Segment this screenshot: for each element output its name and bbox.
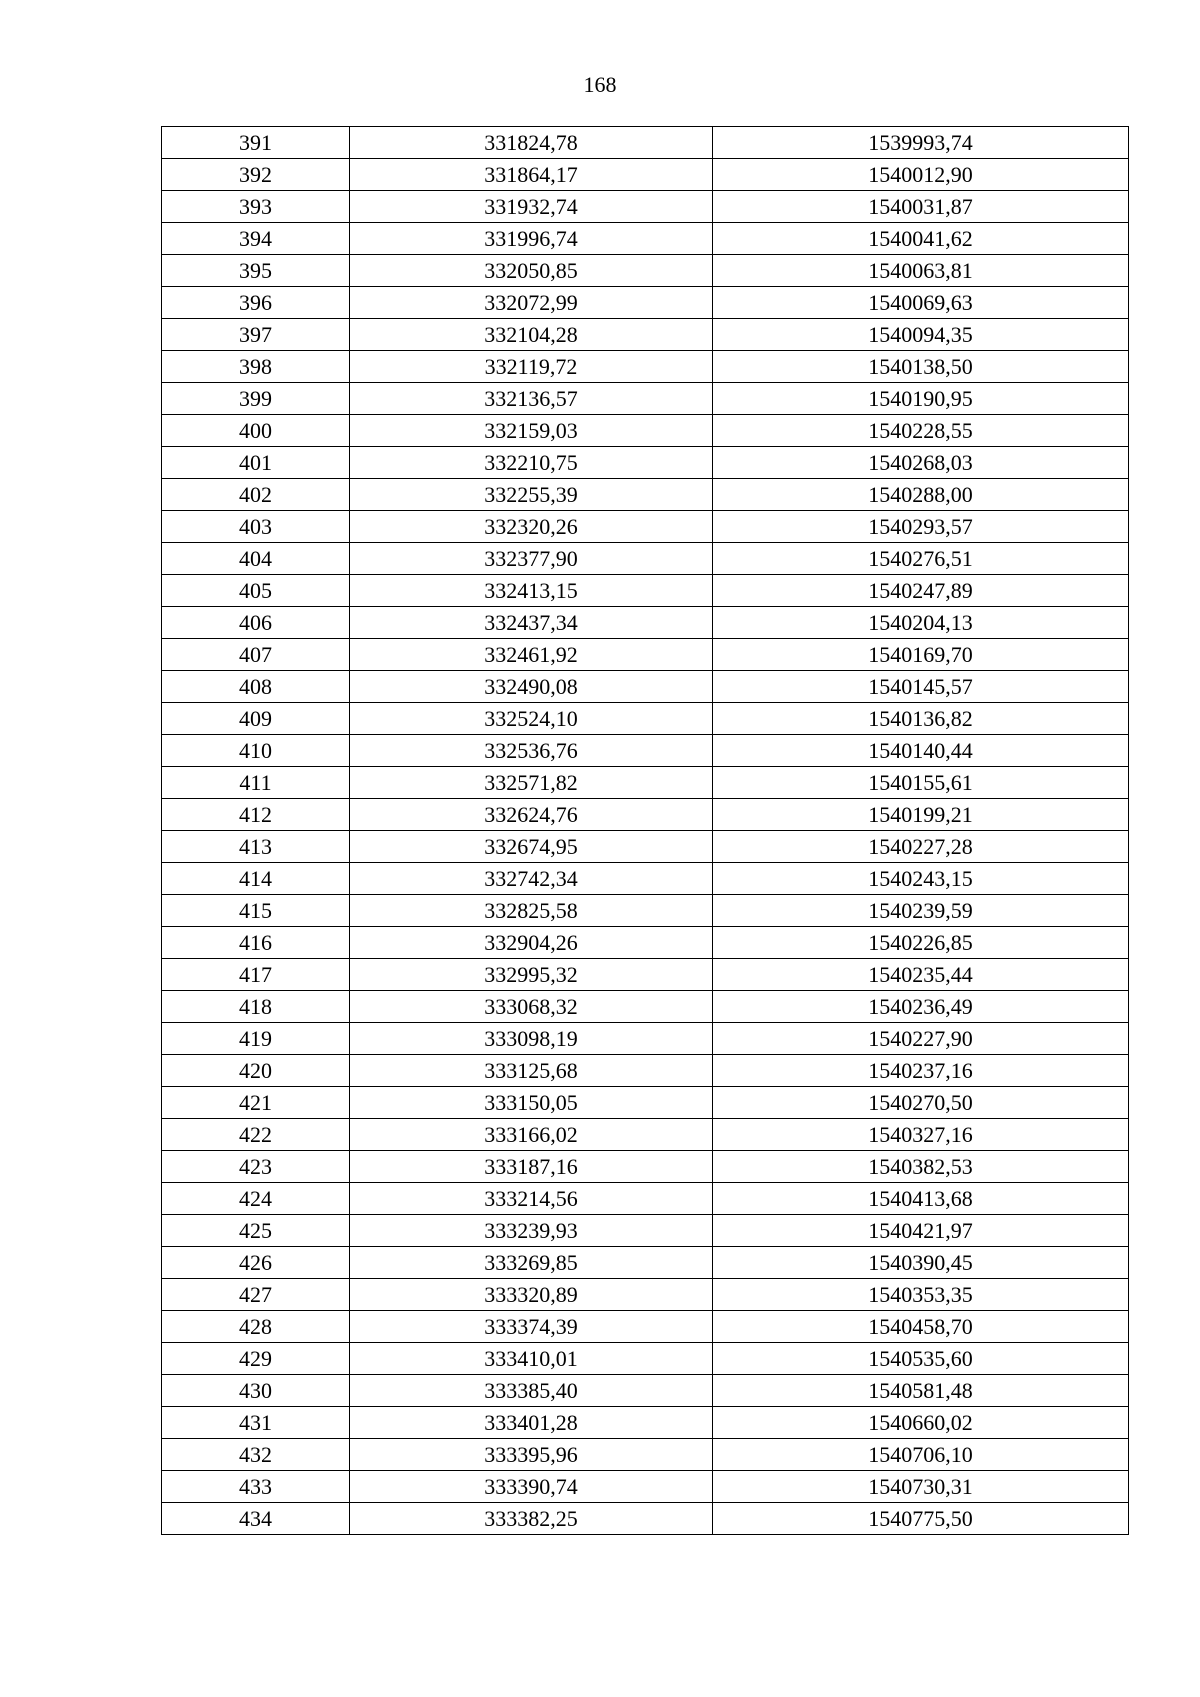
x-coordinate-cell: 333187,16 [350, 1151, 713, 1183]
y-coordinate-cell: 1540012,90 [713, 159, 1129, 191]
table-row [162, 959, 1129, 991]
y-coordinate-cell: 1540069,63 [713, 287, 1129, 319]
table-row [162, 1343, 1129, 1375]
point-number-cell: 399 [162, 383, 350, 415]
y-coordinate-cell: 1540094,35 [713, 319, 1129, 351]
table-row [162, 575, 1129, 607]
table-row [162, 831, 1129, 863]
table-row [162, 447, 1129, 479]
table-row [162, 1055, 1129, 1087]
x-coordinate-cell: 332490,08 [350, 671, 713, 703]
y-coordinate-cell: 1540199,21 [713, 799, 1129, 831]
x-coordinate-cell: 332437,34 [350, 607, 713, 639]
y-coordinate-cell: 1540235,44 [713, 959, 1129, 991]
point-number-cell: 408 [162, 671, 350, 703]
y-coordinate-cell: 1540581,48 [713, 1375, 1129, 1407]
table-row [162, 383, 1129, 415]
x-coordinate-cell: 332624,76 [350, 799, 713, 831]
y-coordinate-cell: 1540155,61 [713, 767, 1129, 799]
table-row [162, 895, 1129, 927]
point-number-cell: 392 [162, 159, 350, 191]
point-number-cell: 421 [162, 1087, 350, 1119]
x-coordinate-cell: 332136,57 [350, 383, 713, 415]
table-row [162, 1279, 1129, 1311]
table-row [162, 767, 1129, 799]
point-number-cell: 393 [162, 191, 350, 223]
point-number-cell: 391 [162, 127, 350, 159]
x-coordinate-cell: 332104,28 [350, 319, 713, 351]
point-number-cell: 394 [162, 223, 350, 255]
x-coordinate-cell: 332072,99 [350, 287, 713, 319]
point-number-cell: 417 [162, 959, 350, 991]
y-coordinate-cell: 1540458,70 [713, 1311, 1129, 1343]
point-number-cell: 411 [162, 767, 350, 799]
table-row [162, 351, 1129, 383]
table-row [162, 1503, 1129, 1535]
x-coordinate-cell: 332571,82 [350, 767, 713, 799]
table-row [162, 223, 1129, 255]
point-number-cell: 410 [162, 735, 350, 767]
y-coordinate-cell: 1540140,44 [713, 735, 1129, 767]
table-row [162, 607, 1129, 639]
point-number-cell: 433 [162, 1471, 350, 1503]
table-row [162, 287, 1129, 319]
table-row [162, 927, 1129, 959]
point-number-cell: 397 [162, 319, 350, 351]
y-coordinate-cell: 1540288,00 [713, 479, 1129, 511]
y-coordinate-cell: 1540138,50 [713, 351, 1129, 383]
x-coordinate-cell: 332461,92 [350, 639, 713, 671]
y-coordinate-cell: 1540390,45 [713, 1247, 1129, 1279]
table-row [162, 1247, 1129, 1279]
x-coordinate-cell: 333150,05 [350, 1087, 713, 1119]
y-coordinate-cell: 1540041,62 [713, 223, 1129, 255]
x-coordinate-cell: 333320,89 [350, 1279, 713, 1311]
x-coordinate-cell: 333068,32 [350, 991, 713, 1023]
y-coordinate-cell: 1540190,95 [713, 383, 1129, 415]
y-coordinate-cell: 1540227,90 [713, 1023, 1129, 1055]
table-row [162, 511, 1129, 543]
table-row [162, 255, 1129, 287]
point-number-cell: 412 [162, 799, 350, 831]
point-number-cell: 396 [162, 287, 350, 319]
table-row [162, 703, 1129, 735]
table-row [162, 1151, 1129, 1183]
x-coordinate-cell: 333166,02 [350, 1119, 713, 1151]
table-row [162, 863, 1129, 895]
y-coordinate-cell: 1540327,16 [713, 1119, 1129, 1151]
x-coordinate-cell: 332536,76 [350, 735, 713, 767]
point-number-cell: 400 [162, 415, 350, 447]
table-row [162, 991, 1129, 1023]
point-number-cell: 432 [162, 1439, 350, 1471]
table-row [162, 1439, 1129, 1471]
point-number-cell: 418 [162, 991, 350, 1023]
y-coordinate-cell: 1540247,89 [713, 575, 1129, 607]
x-coordinate-cell: 333125,68 [350, 1055, 713, 1087]
y-coordinate-cell: 1540243,15 [713, 863, 1129, 895]
table-row [162, 1023, 1129, 1055]
y-coordinate-cell: 1540353,35 [713, 1279, 1129, 1311]
table-row [162, 735, 1129, 767]
y-coordinate-cell: 1540730,31 [713, 1471, 1129, 1503]
point-number-cell: 426 [162, 1247, 350, 1279]
coordinates-table-body [162, 127, 1129, 1535]
point-number-cell: 422 [162, 1119, 350, 1151]
x-coordinate-cell: 332255,39 [350, 479, 713, 511]
x-coordinate-cell: 332320,26 [350, 511, 713, 543]
point-number-cell: 423 [162, 1151, 350, 1183]
table-row [162, 1183, 1129, 1215]
x-coordinate-cell: 333390,74 [350, 1471, 713, 1503]
table-row [162, 191, 1129, 223]
x-coordinate-cell: 332674,95 [350, 831, 713, 863]
x-coordinate-cell: 332377,90 [350, 543, 713, 575]
point-number-cell: 420 [162, 1055, 350, 1087]
y-coordinate-cell: 1540293,57 [713, 511, 1129, 543]
table-row [162, 799, 1129, 831]
x-coordinate-cell: 333214,56 [350, 1183, 713, 1215]
point-number-cell: 416 [162, 927, 350, 959]
y-coordinate-cell: 1540270,50 [713, 1087, 1129, 1119]
table-row [162, 479, 1129, 511]
table-row [162, 319, 1129, 351]
point-number-cell: 424 [162, 1183, 350, 1215]
x-coordinate-cell: 331824,78 [350, 127, 713, 159]
y-coordinate-cell: 1540706,10 [713, 1439, 1129, 1471]
point-number-cell: 398 [162, 351, 350, 383]
table-row [162, 1471, 1129, 1503]
x-coordinate-cell: 332050,85 [350, 255, 713, 287]
y-coordinate-cell: 1540237,16 [713, 1055, 1129, 1087]
table-row [162, 415, 1129, 447]
x-coordinate-cell: 331996,74 [350, 223, 713, 255]
y-coordinate-cell: 1540227,28 [713, 831, 1129, 863]
point-number-cell: 425 [162, 1215, 350, 1247]
x-coordinate-cell: 331864,17 [350, 159, 713, 191]
x-coordinate-cell: 333401,28 [350, 1407, 713, 1439]
y-coordinate-cell: 1540239,59 [713, 895, 1129, 927]
point-number-cell: 431 [162, 1407, 350, 1439]
point-number-cell: 413 [162, 831, 350, 863]
point-number-cell: 430 [162, 1375, 350, 1407]
y-coordinate-cell: 1540063,81 [713, 255, 1129, 287]
point-number-cell: 402 [162, 479, 350, 511]
point-number-cell: 404 [162, 543, 350, 575]
x-coordinate-cell: 333382,25 [350, 1503, 713, 1535]
point-number-cell: 414 [162, 863, 350, 895]
point-number-cell: 405 [162, 575, 350, 607]
point-number-cell: 427 [162, 1279, 350, 1311]
y-coordinate-cell: 1540169,70 [713, 639, 1129, 671]
y-coordinate-cell: 1540204,13 [713, 607, 1129, 639]
point-number-cell: 415 [162, 895, 350, 927]
x-coordinate-cell: 333374,39 [350, 1311, 713, 1343]
table-row [162, 1119, 1129, 1151]
x-coordinate-cell: 332825,58 [350, 895, 713, 927]
point-number-cell: 434 [162, 1503, 350, 1535]
y-coordinate-cell: 1540031,87 [713, 191, 1129, 223]
x-coordinate-cell: 332524,10 [350, 703, 713, 735]
x-coordinate-cell: 332413,15 [350, 575, 713, 607]
y-coordinate-cell: 1540276,51 [713, 543, 1129, 575]
point-number-cell: 401 [162, 447, 350, 479]
table-row [162, 671, 1129, 703]
x-coordinate-cell: 333239,93 [350, 1215, 713, 1247]
y-coordinate-cell: 1540226,85 [713, 927, 1129, 959]
point-number-cell: 419 [162, 1023, 350, 1055]
x-coordinate-cell: 332159,03 [350, 415, 713, 447]
y-coordinate-cell: 1540145,57 [713, 671, 1129, 703]
table-row [162, 1407, 1129, 1439]
x-coordinate-cell: 333395,96 [350, 1439, 713, 1471]
y-coordinate-cell: 1540421,97 [713, 1215, 1129, 1247]
table-row [162, 639, 1129, 671]
table-row [162, 127, 1129, 159]
y-coordinate-cell: 1540413,68 [713, 1183, 1129, 1215]
y-coordinate-cell: 1540236,49 [713, 991, 1129, 1023]
table-row [162, 1215, 1129, 1247]
point-number-cell: 428 [162, 1311, 350, 1343]
x-coordinate-cell: 332904,26 [350, 927, 713, 959]
point-number-cell: 429 [162, 1343, 350, 1375]
y-coordinate-cell: 1540660,02 [713, 1407, 1129, 1439]
y-coordinate-cell: 1539993,74 [713, 127, 1129, 159]
y-coordinate-cell: 1540136,82 [713, 703, 1129, 735]
page-number: 168 [583, 72, 617, 97]
point-number-cell: 406 [162, 607, 350, 639]
y-coordinate-cell: 1540382,53 [713, 1151, 1129, 1183]
table-row [162, 1311, 1129, 1343]
table-row [162, 543, 1129, 575]
coordinates-table [161, 126, 1129, 1535]
x-coordinate-cell: 333269,85 [350, 1247, 713, 1279]
x-coordinate-cell: 333098,19 [350, 1023, 713, 1055]
x-coordinate-cell: 332210,75 [350, 447, 713, 479]
point-number-cell: 403 [162, 511, 350, 543]
x-coordinate-cell: 332742,34 [350, 863, 713, 895]
table-row [162, 1375, 1129, 1407]
y-coordinate-cell: 1540228,55 [713, 415, 1129, 447]
x-coordinate-cell: 331932,74 [350, 191, 713, 223]
x-coordinate-cell: 332119,72 [350, 351, 713, 383]
y-coordinate-cell: 1540775,50 [713, 1503, 1129, 1535]
point-number-cell: 407 [162, 639, 350, 671]
y-coordinate-cell: 1540535,60 [713, 1343, 1129, 1375]
table-row [162, 1087, 1129, 1119]
point-number-cell: 409 [162, 703, 350, 735]
table-row [162, 159, 1129, 191]
x-coordinate-cell: 333385,40 [350, 1375, 713, 1407]
x-coordinate-cell: 333410,01 [350, 1343, 713, 1375]
point-number-cell: 395 [162, 255, 350, 287]
x-coordinate-cell: 332995,32 [350, 959, 713, 991]
y-coordinate-cell: 1540268,03 [713, 447, 1129, 479]
